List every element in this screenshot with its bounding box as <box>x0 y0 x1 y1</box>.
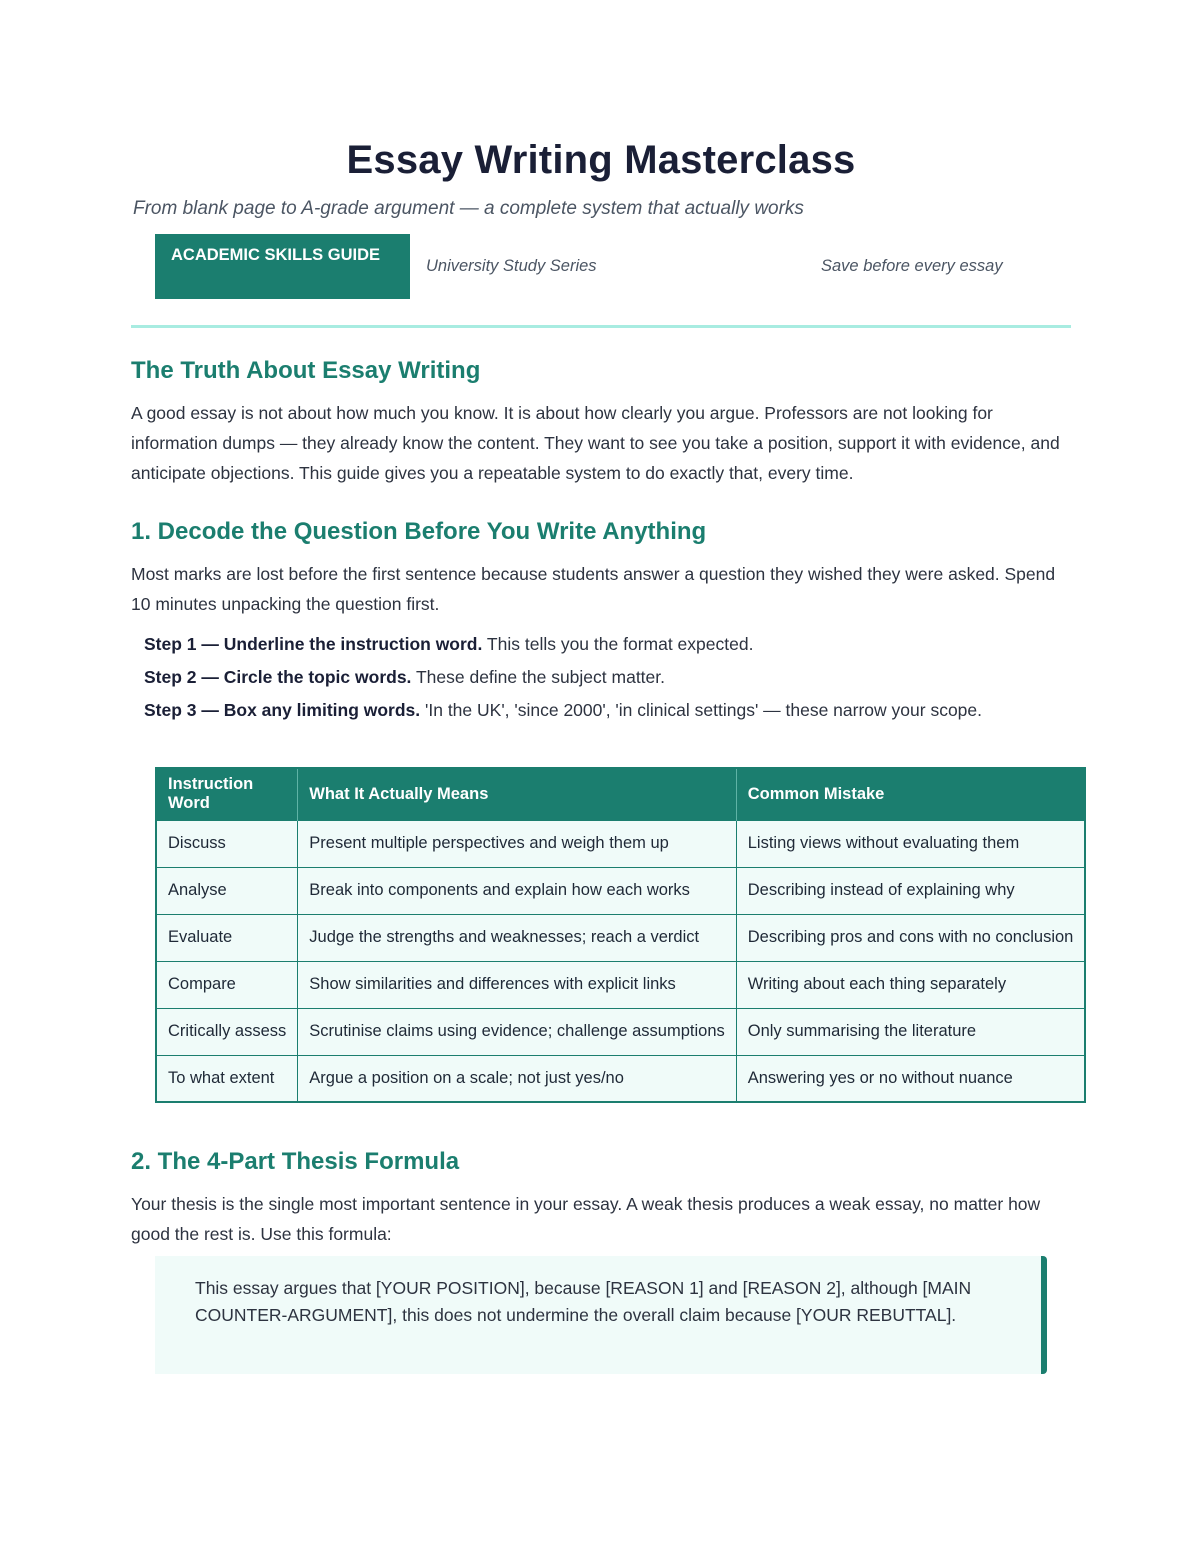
table-cell: Break into components and explain how each works <box>298 867 736 914</box>
table-cell: Describing pros and cons with no conclusion <box>736 914 1085 961</box>
table-cell: Analyse <box>156 867 298 914</box>
thesis-formula-callout: This essay argues that [YOUR POSITION], because [REASON 1] and [REASON 2], although [MAIN COUNTER-ARGUMENT], this does not undermine the overall claim because [YOUR REBUTTAL]. <box>155 1256 1047 1374</box>
table-row <box>156 867 1085 914</box>
table-cell: Argue a position on a scale; not just yes/no <box>298 1055 736 1102</box>
table-cell: Listing views without evaluating them <box>736 820 1085 867</box>
section2-paragraph: Your thesis is the single most important sentence in your essay. A weak thesis produces a weak essay, no matter how good the rest is. Use this formula: <box>131 1194 1041 1244</box>
step-label: Step 2 — Circle the topic words. <box>144 667 412 687</box>
table-cell: Judge the strengths and weaknesses; reach a verdict <box>298 914 736 961</box>
step-label: Step 1 — Underline the instruction word. <box>144 634 483 654</box>
guide-badge: ACADEMIC SKILLS GUIDE <box>155 234 410 299</box>
save-note: Save before every essay <box>821 257 1003 275</box>
intro-heading: The Truth About Essay Writing <box>131 357 481 384</box>
table-row <box>156 820 1085 867</box>
step-item <box>144 663 1054 691</box>
table-cell: Present multiple perspectives and weigh them up <box>298 820 736 867</box>
table-cell: Answering yes or no without nuance <box>736 1055 1085 1102</box>
table-cell: Show similarities and differences with explicit links <box>298 961 736 1008</box>
page-subtitle: From blank page to A-grade argument — a complete system that actually works <box>133 198 804 219</box>
table-cell: Discuss <box>156 820 298 867</box>
section1-heading: 1. Decode the Question Before You Write Anything <box>131 518 707 545</box>
table-row <box>156 914 1085 961</box>
table-row <box>156 1008 1085 1055</box>
table-cell: Scrutinise claims using evidence; challenge assumptions <box>298 1008 736 1055</box>
steps-list <box>144 630 1054 729</box>
step-text: This tells you the format expected. <box>482 634 754 654</box>
step-item <box>144 696 1054 724</box>
table-cell: Critically assess <box>156 1008 298 1055</box>
table-row <box>156 1055 1085 1102</box>
table-cell: Compare <box>156 961 298 1008</box>
table-cell: Only summarising the literature <box>736 1008 1085 1055</box>
section2-heading: 2. The 4-Part Thesis Formula <box>131 1148 460 1175</box>
table-header-row <box>156 768 1085 820</box>
step-text: 'In the UK', 'since 2000', 'in clinical settings' — these narrow your scope. <box>420 700 983 720</box>
table-cell: To what extent <box>156 1055 298 1102</box>
column-header: What It Actually Means <box>298 768 736 820</box>
step-item <box>144 630 1054 658</box>
table-cell: Evaluate <box>156 914 298 961</box>
instruction-words-table <box>155 767 1086 1103</box>
series-label: University Study Series <box>426 257 597 275</box>
step-label: Step 3 — Box any limiting words. <box>144 700 421 720</box>
section1-paragraph: Most marks are lost before the first sentence because students answer a question they wished they were asked. Spend 10 minutes unpacking the question first. <box>131 564 1056 614</box>
header-divider <box>131 325 1071 328</box>
step-text: These define the subject matter. <box>411 667 666 687</box>
intro-paragraph: A good essay is not about how much you know. It is about how clearly you argue. Professors are not looking for information dumps — they already know the content. They want to see you take a position, support it with evidence, and anticipate objections. This guide gives you a repeatable system to do exactly that, every time. <box>131 403 1060 483</box>
table-row <box>156 961 1085 1008</box>
table-cell: Writing about each thing separately <box>736 961 1085 1008</box>
page-title: Essay Writing Masterclass <box>346 138 856 182</box>
table-cell: Describing instead of explaining why <box>736 867 1085 914</box>
column-header: Instruction Word <box>156 768 298 820</box>
column-header: Common Mistake <box>736 768 1085 820</box>
